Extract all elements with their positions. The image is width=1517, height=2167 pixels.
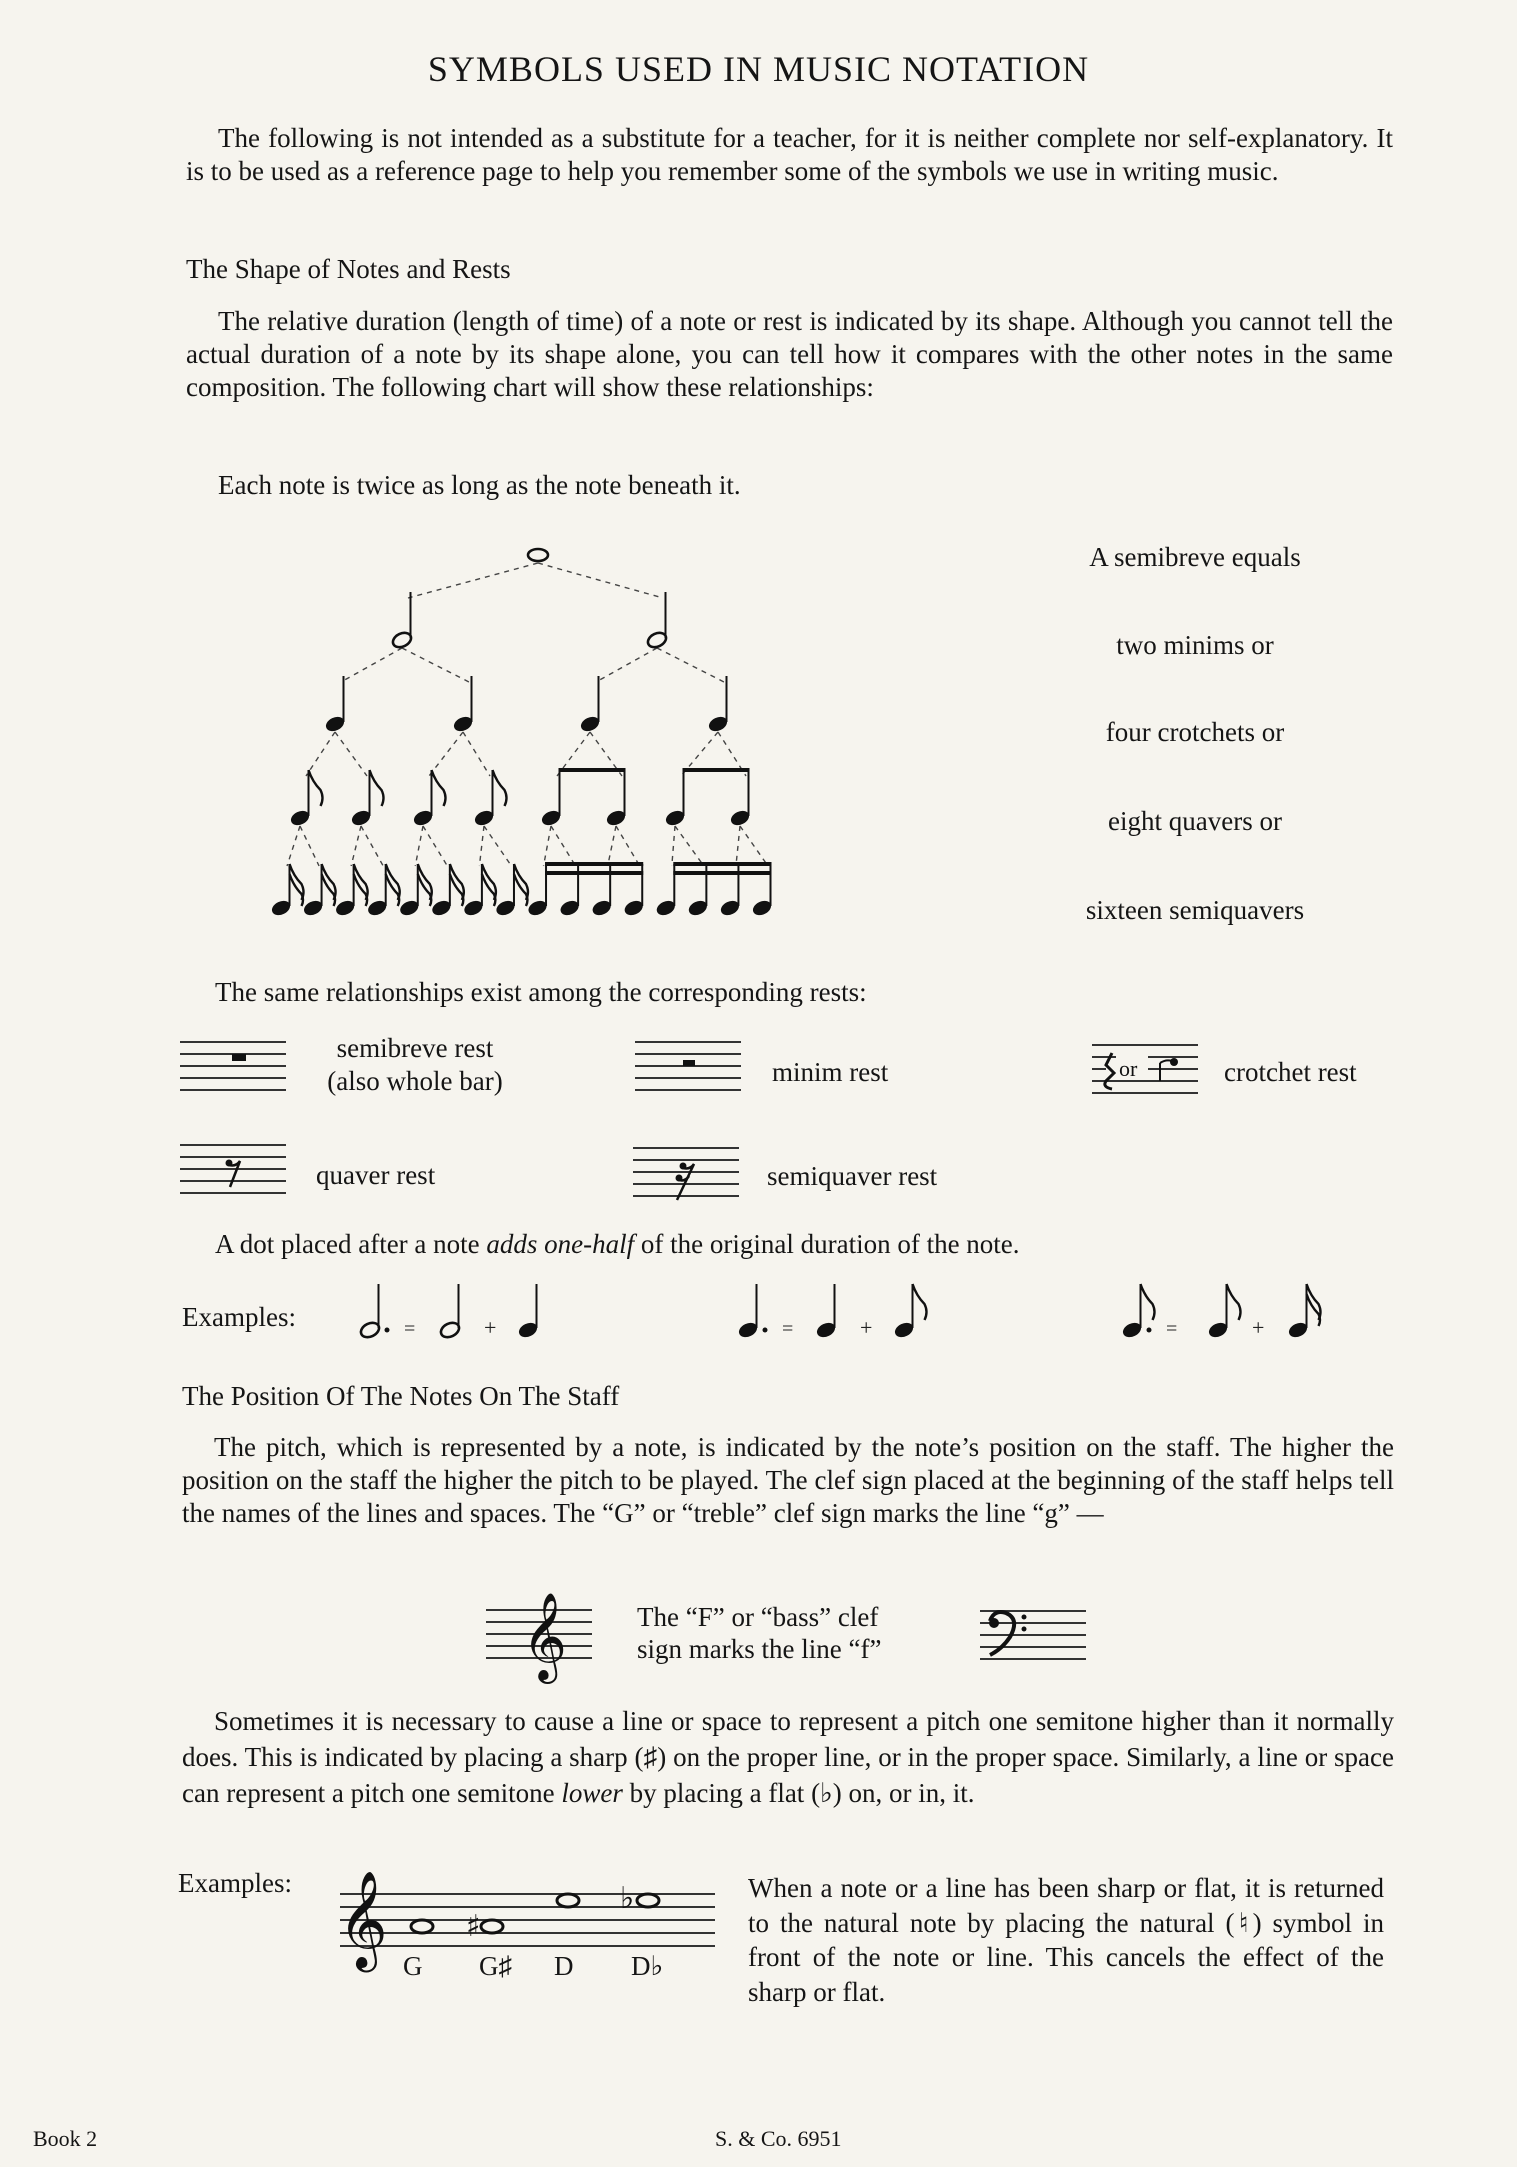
crotchet-note [517, 1284, 540, 1340]
pitch-examples-label: Examples: [178, 1868, 292, 1898]
footer-catalog: S. & Co. 6951 [715, 2126, 842, 2151]
tree-label-semibreve: A semibreve equals [1089, 542, 1301, 572]
section-heading-shapes: The Shape of Notes and Rests [186, 254, 511, 284]
plus-sign: + [860, 1315, 873, 1340]
tree-label-quaver: eight quavers or [1108, 806, 1282, 836]
natural-text-1: When a note or a line has been sharp or flat, it is returned to the natural note by placing the natural [748, 1873, 1384, 1938]
accidentals-text-1: Sometimes it is necessary to cause a line or space to represent a pitch one semitone higher than it normally does. This is indicated by placing a sharp [182, 1706, 1394, 1772]
note-label-g: G [403, 1951, 423, 1981]
treble-clef-icon [486, 1591, 596, 1690]
shapes-text: The relative duration (length of time) of a note or rest is indicated by its shape. Although you cannot tell the actual duration of a note by its shape alone, you can tell how it compares with the other notes in the same composition. The following chart will show these relationships: [186, 306, 1393, 402]
note-g-sharp [466, 1909, 503, 1944]
tree-label-crotchet: four crotchets or [1105, 717, 1285, 747]
semiquaver-note [1287, 1284, 1321, 1340]
equals-sign: = [1166, 1318, 1178, 1340]
crotchet-rest-or: or [1119, 1056, 1138, 1081]
intro-text: The following is not intended as a substitute for a teacher, for it is neither complete nor self-explanatory. It is to be used as a reference page to help you remember some of the symbols we use in writing music. [186, 123, 1393, 186]
minim-note [439, 1284, 462, 1340]
bass-clef-text [637, 1601, 881, 1665]
sharp-icon: (♯) [634, 1742, 667, 1772]
dot-sentence-italic: adds one-half [486, 1229, 635, 1259]
equals-sign: = [404, 1318, 416, 1340]
accidentals-text-3: by placing a flat [629, 1778, 805, 1808]
note-label-d: D [554, 1951, 574, 1981]
semiquaver-rest-label: semiquaver rest [767, 1161, 938, 1191]
crotchet-rest-label: crotchet rest [1224, 1057, 1357, 1087]
plus-sign: + [484, 1315, 497, 1340]
footer-book: Book 2 [33, 2126, 98, 2151]
quaver-rest-label: quaver rest [316, 1160, 436, 1190]
position-text: The pitch, which is represented by a note, is indicated by the note’s position on the staff. The higher the position on the staff the higher the pitch to be played. The clef sign placed at the beginning of the staff helps tell the names of the lines and spaces. The “G” or “treble” clef sign marks the line “g” — [182, 1432, 1394, 1528]
tree-caption: Each note is twice as long as the note beneath it. [218, 470, 741, 500]
note-d [557, 1894, 579, 1907]
note-label-g-sharp: G♯ [479, 1951, 512, 1981]
note-label-d-flat: D♭ [631, 1951, 664, 1981]
minim-rest-label: minim rest [772, 1057, 889, 1087]
rests-caption: The same relationships exist among the corresponding rests: [215, 977, 867, 1007]
natural-text-2: symbol in front of the note or line. This cancels the effect of the sharp or flat. [748, 1907, 1385, 2007]
note-d-flat [620, 1881, 659, 1916]
section-heading-position: The Position Of The Notes On The Staff [182, 1381, 620, 1411]
dotted-quaver-note [1121, 1284, 1155, 1340]
svg-text:♭: ♭ [620, 1881, 635, 1916]
natural-paragraph [748, 1871, 1384, 2009]
svg-text:♯: ♯ [466, 1909, 481, 1944]
semibreve-rest-line1: semibreve rest [336, 1033, 494, 1063]
crotchet-note [815, 1284, 838, 1340]
accidentals-text-4: on, or in, it. [848, 1778, 975, 1808]
accidentals-text-2: on the proper line, or in the proper space. Similarly, a line or space can represent a pitch one semitone [182, 1742, 1394, 1808]
quaver-note [1207, 1284, 1241, 1340]
natural-icon: (♮) [1225, 1907, 1262, 1938]
dot-examples-label: Examples: [182, 1302, 296, 1332]
equals-sign: = [782, 1318, 794, 1340]
treble-clef-small-icon: 𝄞 [338, 1870, 388, 1968]
plus-sign: + [1252, 1315, 1265, 1340]
page-title: SYMBOLS USED IN MUSIC NOTATION [427, 49, 1090, 89]
tree-label-semiquaver: sixteen semiquavers [1085, 895, 1305, 925]
dot [1147, 1328, 1152, 1333]
dot-sentence-before: A dot placed after a note [215, 1229, 487, 1259]
bass-clef-line1: The “F” or “bass” clef [637, 1602, 879, 1632]
dot-sentence-after: of the original duration of the note. [634, 1229, 1020, 1259]
flat-icon: (♭) [811, 1778, 842, 1808]
dot [763, 1328, 768, 1333]
tree-label-minim: two minims or [1116, 630, 1274, 660]
position-paragraph [182, 1431, 1394, 1530]
accidentals-paragraph [182, 1703, 1394, 1811]
svg-text:𝄞: 𝄞 [522, 1591, 567, 1680]
note-g [411, 1920, 433, 1933]
dotted-minim-note [359, 1284, 390, 1340]
dotted-crotchet-note [737, 1284, 768, 1340]
dot [385, 1328, 390, 1333]
accidentals-lower: lower [561, 1778, 623, 1808]
quaver-note [893, 1284, 927, 1340]
bass-clef-line2: sign marks the line “f” [637, 1634, 882, 1664]
bass-clef-icon [980, 1605, 1090, 1675]
semibreve-rest-line2: (also whole bar) [327, 1066, 503, 1096]
